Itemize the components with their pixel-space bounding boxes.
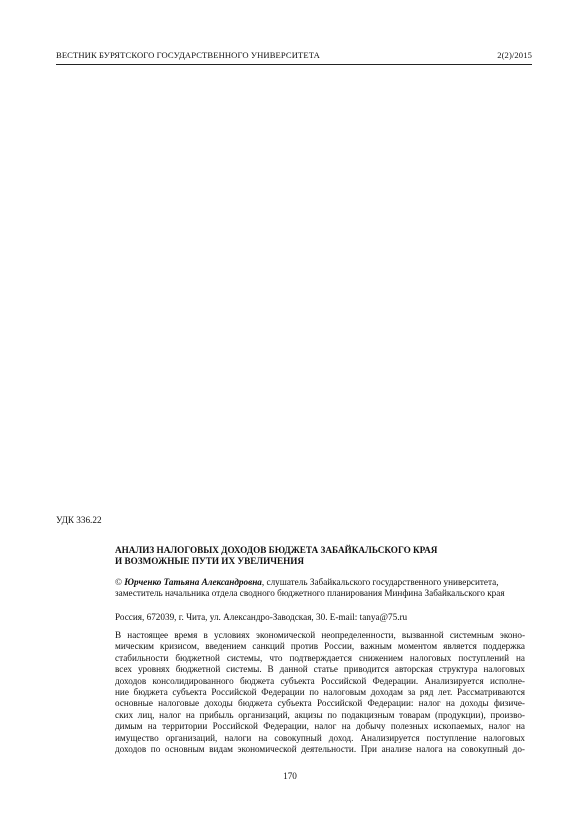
header-divider: [56, 64, 532, 65]
abstract: [115, 630, 525, 755]
abstract-line: имущество организаций, налоги на совокупный доход. Анализируется поступление налоговых: [115, 732, 525, 743]
abstract-line: стабильности бюджетной системы, что подтверждается снижением налоговых поступлений на: [115, 652, 525, 663]
abstract-line: димым на территории Российской Федерации, налог на добычу полезных ископаемых, налог на: [115, 721, 525, 732]
abstract-line: основные налоговые доходы бюджета субъекта Российской Федерации: налог на доходы физиче-: [115, 698, 525, 709]
abstract-line: ских лиц, налог на прибыль организаций, акцизы по подакцизным товарам (продукции), произво-: [115, 709, 525, 720]
copyright-sign: ©: [115, 577, 122, 587]
udk-code: УДК 336.22: [56, 515, 102, 525]
abstract-line: мическим кризисом, введением санкций против России, важным моментом является поддержка: [115, 641, 525, 652]
page-number: 170: [283, 771, 297, 781]
abstract-line: доходов консолидированного бюджета субъекта Российской Федерации. Анализируется исполне-: [115, 675, 525, 686]
title-line-1: АНАЛИЗ НАЛОГОВЫХ ДОХОДОВ БЮДЖЕТА ЗАБАЙКАЛЬСКОГО КРАЯ: [115, 545, 438, 555]
abstract-line: В настоящее время в условиях экономической неопределенности, вызванной системным эконо-: [115, 630, 525, 640]
abstract-line: ние бюджета субъекта Российской Федерации по налоговым доходам за ряд лет. Рассматриваются: [115, 686, 525, 697]
abstract-line: доходов по основным видам экономической деятельности. При анализе налога на совокупный до-: [115, 743, 525, 754]
author-affiliation: , слушатель Забайкальского государственного университета, заместитель начальника отдела сводного бюджетного планирования Минфина Забайкальского края: [115, 577, 505, 599]
issue-number: 2(2)/2015: [497, 50, 532, 60]
abstract-line: всех уровнях бюджетной системы. В данной статье приводится авторская структура налоговых: [115, 664, 525, 675]
title-line-2: И ВОЗМОЖНЫЕ ПУТИ ИХ УВЕЛИЧЕНИЯ: [115, 556, 305, 566]
author-block: [115, 577, 525, 600]
article-title: [115, 545, 515, 567]
author-name: Юрченко Татьяна Александровна: [124, 577, 262, 587]
journal-title: ВЕСТНИК БУРЯТСКОГО ГОСУДАРСТВЕННОГО УНИВЕРСИТЕТА: [56, 50, 320, 60]
author-address: Россия, 672039, г. Чита, ул. Александро-Заводская, 30. E-mail: tanya@75.ru: [115, 612, 408, 622]
